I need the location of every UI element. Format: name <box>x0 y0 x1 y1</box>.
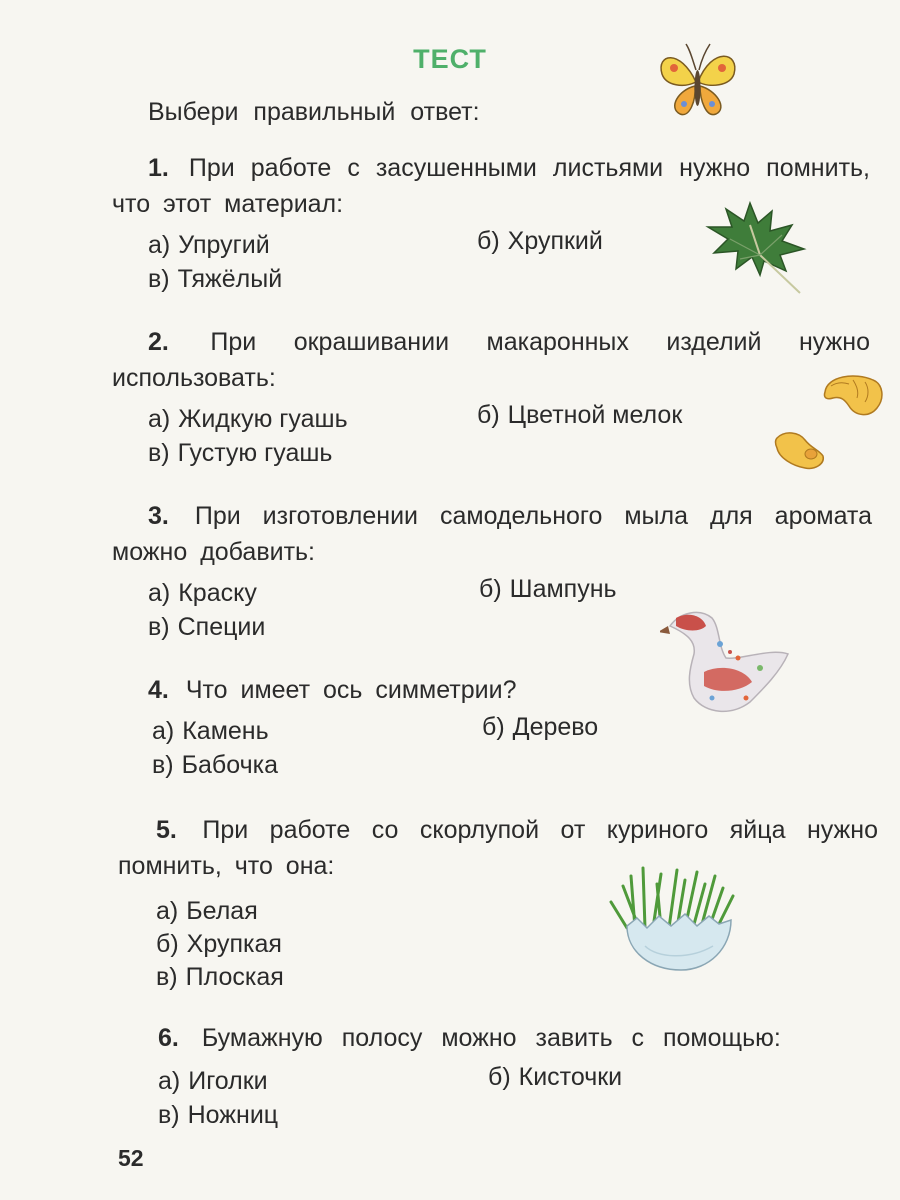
question-number: 5. <box>156 816 177 844</box>
answer-option[interactable]: в) Ножниц <box>158 1101 279 1129</box>
answer-option[interactable]: в) Бабочка <box>152 751 279 779</box>
answer-option[interactable]: б) Дерево <box>482 713 599 741</box>
answer-option[interactable]: а) Краску <box>148 579 257 607</box>
question-text: Что имеет ось симметрии? <box>185 676 517 704</box>
answer-option[interactable]: б) Хрупкий <box>477 227 603 255</box>
answer-option[interactable]: в) Специи <box>148 613 266 641</box>
question-text: При изготовлении самодельного мыла для аромата можно добавить: <box>112 502 873 566</box>
answer-option[interactable]: а) Иголки <box>158 1067 268 1095</box>
question-number: 6. <box>158 1024 179 1052</box>
question-text: При окрашивании макаронных изделий нужно использовать: <box>112 328 870 392</box>
answer-option[interactable]: а) Белая <box>156 897 258 925</box>
answer-option[interactable]: в) Плоская <box>156 963 284 991</box>
answer-option[interactable]: б) Шампунь <box>479 575 617 603</box>
clay-bird-illustration <box>660 598 810 720</box>
answer-option[interactable]: б) Кисточки <box>488 1063 623 1091</box>
question-text: При работе со скорлупой от куриного яйца нужно помнить, что она: <box>118 816 878 880</box>
question-number: 3. <box>148 502 169 530</box>
question-6 <box>158 1020 878 1142</box>
question-text: При работе с засушенными листьями нужно помнить, что этот материал: <box>112 154 871 218</box>
answer-option[interactable]: а) Жидкую гуашь <box>148 405 348 433</box>
question-number: 4. <box>148 676 169 704</box>
question-2 <box>112 324 870 482</box>
answer-option[interactable]: в) Густую гуашь <box>148 439 333 467</box>
answer-option[interactable]: б) Цветной мелок <box>477 401 683 429</box>
answer-option[interactable]: а) Упругий <box>148 231 270 259</box>
question-4 <box>148 672 648 794</box>
page-title: ТЕСТ <box>413 44 487 74</box>
page-number: 52 <box>118 1145 144 1171</box>
answer-option[interactable]: а) Камень <box>152 717 269 745</box>
question-number: 1. <box>148 154 169 182</box>
eggshell-grass-illustration <box>605 866 750 978</box>
question-text: Бумажную полосу можно завить с помощью: <box>201 1024 781 1052</box>
answer-option[interactable]: в) Тяжёлый <box>148 265 283 293</box>
question-5 <box>118 812 878 1000</box>
butterfly-illustration <box>650 38 745 128</box>
macaroni-illustration <box>765 368 890 478</box>
answer-option[interactable]: б) Хрупкая <box>156 930 282 958</box>
maple-leaf-illustration <box>700 195 815 300</box>
instruction-text: Выбери правильный ответ: <box>148 98 480 126</box>
question-number: 2. <box>148 328 169 356</box>
